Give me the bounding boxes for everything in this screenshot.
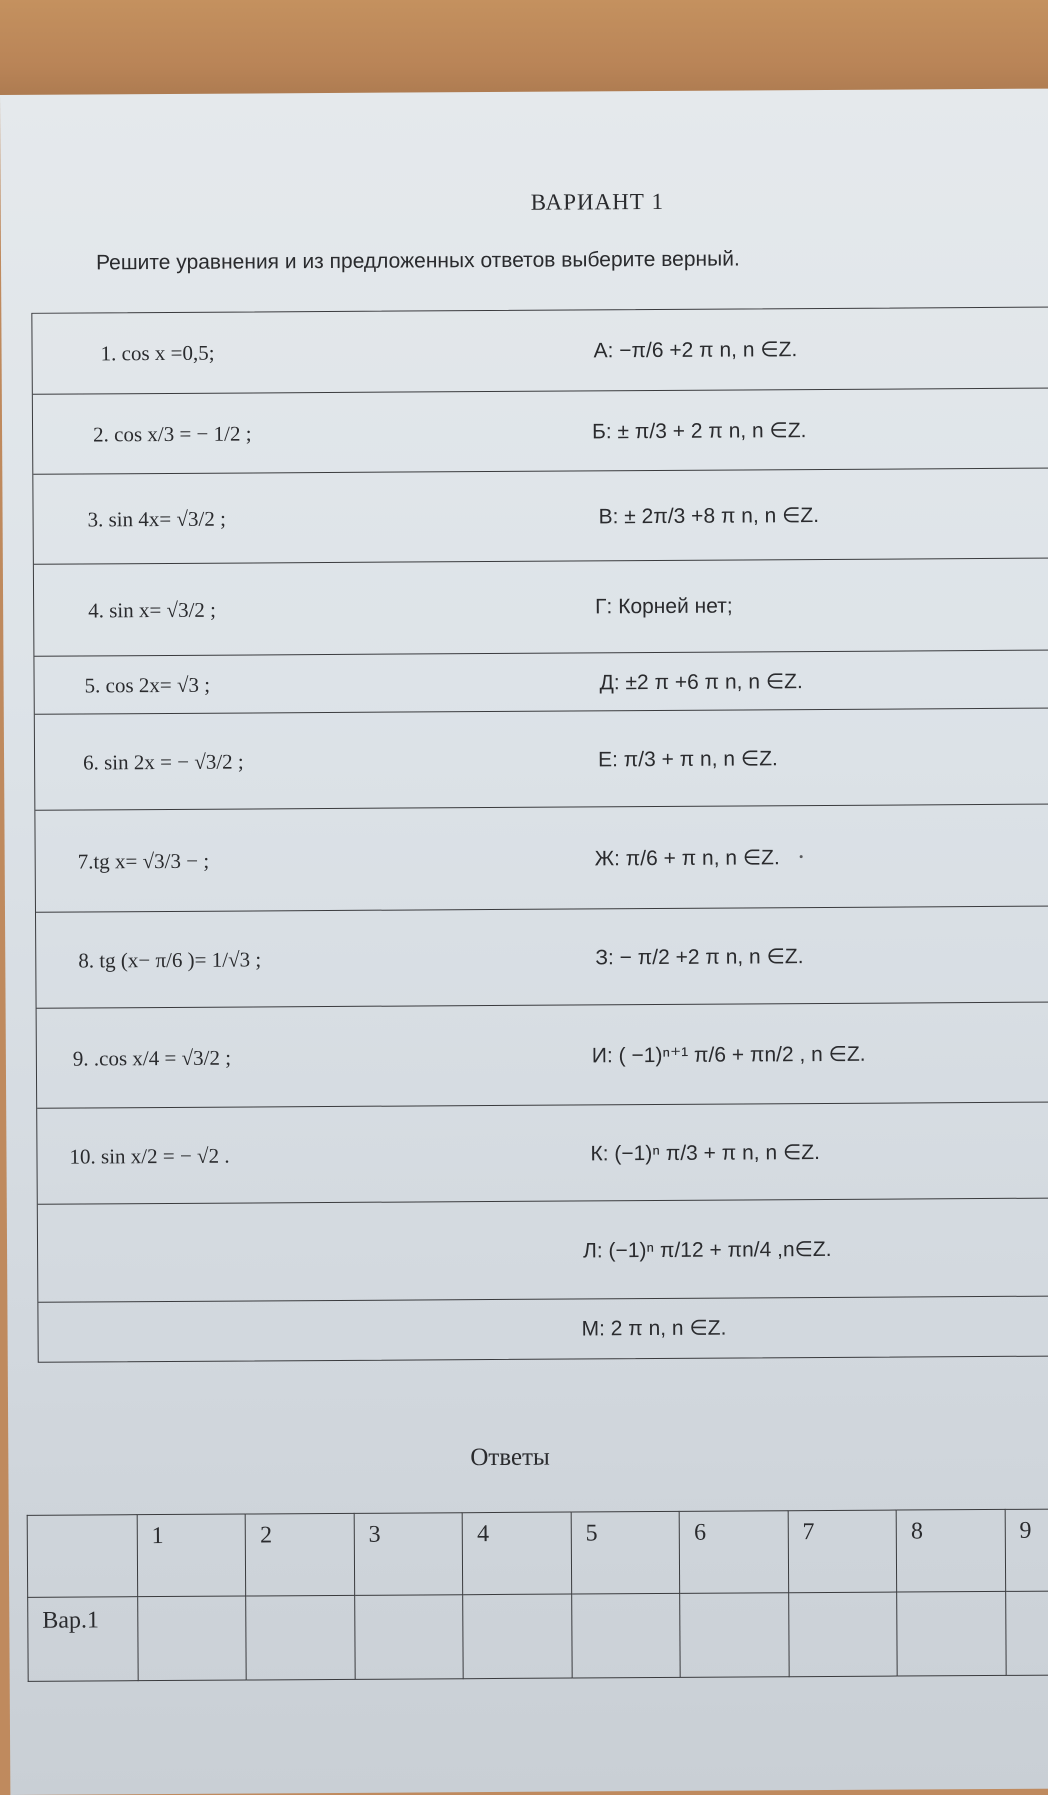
task-equation [54, 1300, 494, 1361]
task-equation: 3. sin 4x= √3/2 ; [87, 506, 226, 531]
answer-cell[interactable] [571, 1593, 680, 1678]
task-equation: 2. cos x/3 = − 1/2 ; [92, 420, 252, 446]
task-equation: 7.tg x= √3/3 − ; [77, 848, 210, 874]
task-row [33, 468, 1048, 565]
task-equation: 6. sin 2x = − √3/2 ; [83, 749, 244, 775]
task-answer-option: К: (−1)ⁿ π/3 + π n, n ∈Z. [590, 1140, 820, 1165]
task-equation: 8. tg (x− π/6 )= 1/√3 ; [78, 946, 262, 973]
task-answer-option: Б: ± π/3 + 2 π n, n ∈Z. [591, 418, 807, 443]
task-answer-option: З: − π/2 +2 π n, n ∈Z. [595, 944, 804, 969]
task-row [37, 1101, 1048, 1204]
ink-speck [800, 855, 803, 858]
task-equation: 4. sin x= √3/2 ; [88, 597, 217, 622]
page-title: ВАРИАНТ 1 [530, 188, 665, 215]
task-answer-option: И: ( −1)ⁿ⁺¹ π/6 + πn/2 , n ∈Z. [591, 1042, 866, 1067]
task-row [35, 708, 1048, 811]
answer-cell[interactable] [463, 1594, 572, 1679]
task-answer-option: Д: ±2 π +6 π n, n ∈Z. [599, 669, 803, 694]
task-answer-option: Л: (−1)ⁿ π/12 + πn/4 ,n∈Z. [582, 1237, 832, 1262]
task-row [34, 558, 1048, 657]
task-row [36, 906, 1048, 1009]
answer-cell[interactable] [1005, 1591, 1048, 1675]
answers-row [28, 1591, 1048, 1681]
task-equation: 5. cos 2x= √3 ; [84, 672, 211, 697]
task-equation: 10. sin x/2 = − √2 . [69, 1143, 230, 1169]
answers-column-header: 2 [245, 1513, 354, 1596]
task-equation: 9. .cos x/4 = √3/2 ; [72, 1045, 232, 1071]
task-row [38, 1295, 1048, 1360]
task-row [37, 1002, 1048, 1109]
answer-cell[interactable] [680, 1593, 789, 1678]
task-answer-option: Ж: π/6 + π n, n ∈Z. [594, 845, 780, 870]
answer-cell[interactable] [354, 1595, 463, 1680]
instruction-text: Решите уравнения и из предложенных ответов выберите верный. [95, 247, 740, 275]
task-answer-option: Е: π/3 + π n, n ∈Z. [597, 746, 778, 771]
answers-table [27, 1509, 1048, 1682]
answers-header-row [27, 1509, 1048, 1597]
task-answer-option: В: ± 2π/3 +8 π n, n ∈Z. [598, 503, 820, 528]
answers-column-header: 4 [462, 1512, 571, 1595]
task-answer-option: М: 2 π n, n ∈Z. [581, 1316, 727, 1340]
answers-title: Ответы [470, 1443, 550, 1472]
answers-row-label: Вар.1 [28, 1597, 138, 1682]
answers-corner-cell [27, 1515, 137, 1598]
answer-cell[interactable] [137, 1596, 246, 1681]
answers-column-header: 8 [896, 1509, 1005, 1592]
answers-column-header: 5 [571, 1511, 680, 1594]
task-equation [54, 1202, 495, 1303]
task-answer-option: А: −π/6 +2 π n, n ∈Z. [593, 337, 798, 362]
answers-column-header: 9 [1005, 1509, 1048, 1591]
answers-column-header: 6 [679, 1511, 788, 1594]
task-row [38, 1197, 1048, 1302]
task-row [33, 388, 1048, 475]
task-equation: 1. cos x =0,5; [100, 340, 215, 365]
answers-column-header: 1 [137, 1514, 246, 1597]
worksheet-page [0, 89, 1048, 1795]
task-answer-option: Г: Корней нет; [595, 594, 733, 619]
answer-cell[interactable] [246, 1595, 355, 1680]
tasks-table [31, 307, 1048, 1363]
answers-column-header: 7 [788, 1510, 897, 1593]
answers-column-header: 3 [354, 1513, 463, 1596]
task-row [35, 804, 1048, 913]
answer-cell[interactable] [788, 1592, 897, 1677]
task-row [32, 308, 1048, 394]
answer-cell[interactable] [897, 1591, 1006, 1676]
task-row [34, 650, 1048, 715]
